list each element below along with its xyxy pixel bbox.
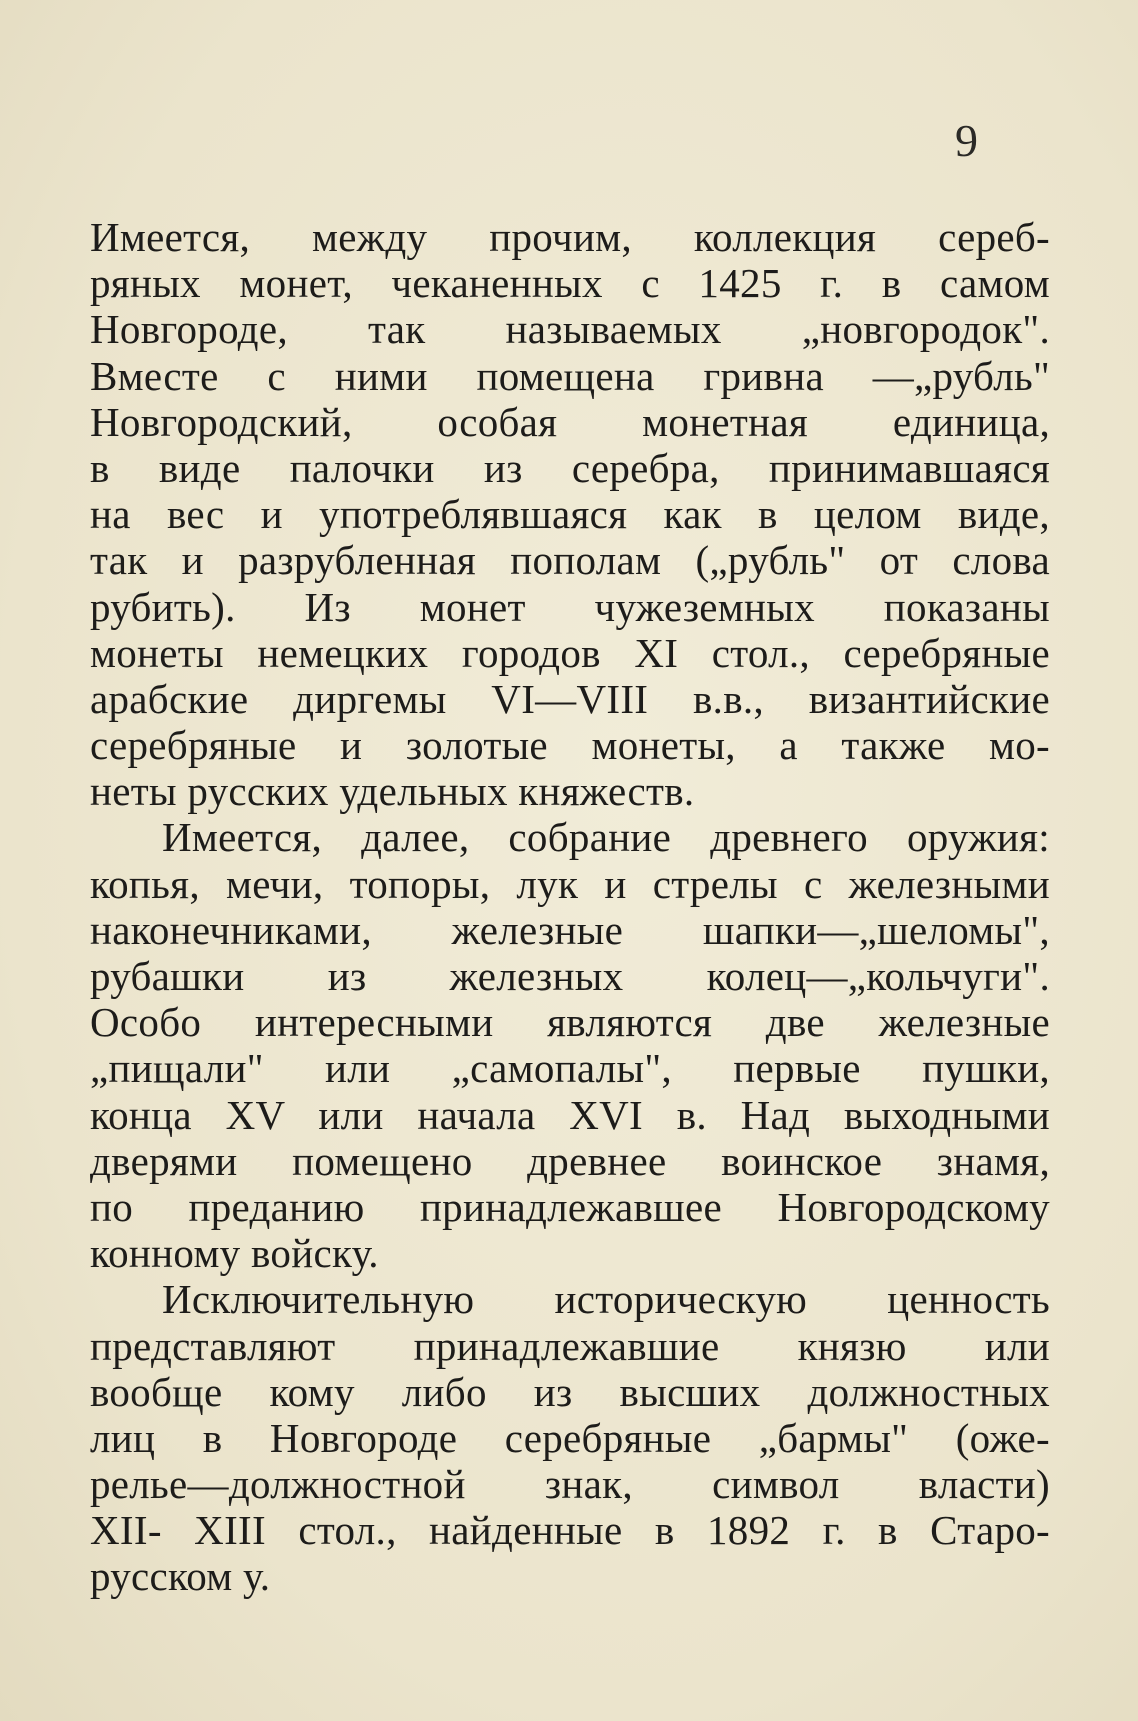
body-text — [90, 214, 1050, 1600]
text-line: так и разрубленная пополам („рубль" от слова — [90, 537, 1050, 584]
text-line: релье—должностной знак, символ власти) — [90, 1461, 1050, 1508]
text-line: серебряные и золотые монеты, а также мо- — [90, 722, 1050, 769]
text-line: Новгородский, особая монетная единица, — [90, 398, 1050, 445]
text-line: Имеется, между прочим, коллекция сереб- — [90, 214, 1050, 260]
text-line: конному войску. — [90, 1230, 379, 1277]
text-line: представляют принадлежавшие князю или — [90, 1322, 1050, 1369]
text-line: Вместе с ними помещена гривна —„рубль" — [90, 352, 1050, 399]
text-line: Особо интересными являются две железные — [90, 999, 1050, 1046]
text-line: конца XV или начала XVI в. Над выходными — [90, 1091, 1050, 1138]
text-line: вообще кому либо из высших должностных — [90, 1368, 1050, 1415]
text-line: Имеется, далее, собрание древнего оружия: — [162, 814, 1050, 861]
text-line: арабские диргемы VI—VIII в.в., византийские — [90, 675, 1050, 722]
text-line: ряных монет, чеканенных с 1425 г. в самом — [90, 260, 1050, 307]
paragraph-weapons — [90, 814, 1050, 1276]
text-line: неты русских удельных княжеств. — [90, 768, 695, 815]
text-line: „пищали" или „самопалы", первые пушки, — [90, 1045, 1050, 1092]
text-line: XII- XIII стол., найденные в 1892 г. в Старо- — [90, 1507, 1050, 1554]
text-line: рубить). Из монет чужеземных показаны — [90, 583, 1050, 630]
text-line: Исключительную историческую ценность — [162, 1276, 1050, 1323]
text-line: копья, мечи, топоры, лук и стрелы с железными — [90, 860, 1050, 907]
text-line: дверями помещено древнее воинское знамя, — [90, 1137, 1050, 1184]
paragraph-coins — [90, 214, 1050, 814]
paragraph-barmy — [90, 1276, 1050, 1599]
text-line: Новгороде, так называемых „новгородок". — [90, 306, 1050, 353]
text-line: рубашки из железных колец—„кольчуги". — [90, 953, 1050, 999]
text-line: монеты немецких городов XI стол., серебряные — [90, 629, 1050, 676]
text-line: лиц в Новгороде серебряные „бармы" (оже- — [90, 1414, 1050, 1461]
text-line: по преданию принадлежавшее Новгородскому — [90, 1183, 1050, 1230]
text-line: наконечниками, железные шапки—„шеломы", — [90, 906, 1050, 953]
text-line: на вес и употреблявшаяся как в целом виде, — [90, 491, 1050, 538]
page-number: 9 — [955, 115, 978, 166]
text-line: в виде палочки из серебра, принимавшаяся — [90, 444, 1050, 491]
text-line: русском у. — [90, 1553, 271, 1600]
